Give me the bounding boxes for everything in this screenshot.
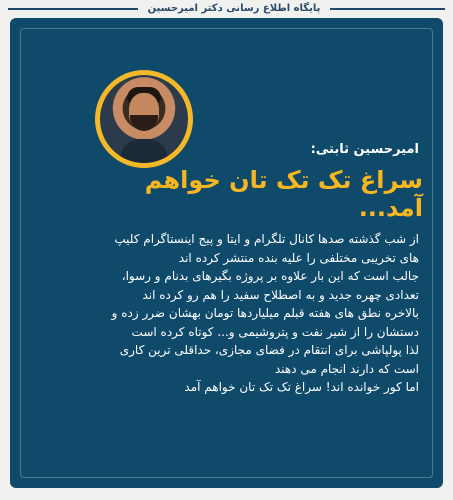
source-label: پایگاه اطلاع رسانی دکتر امیرحسین — [147, 3, 321, 14]
post-body — [34, 230, 419, 397]
body-line: اما کور خوانده اند! سراغ تک تک تان خواهم آمد — [184, 380, 419, 394]
body-line: جالب است که این بار علاوه بر پروژه بگیرهای بدنام و رسوا، — [121, 269, 419, 283]
speaker-name: امیرحسین ثابتی: — [310, 142, 419, 157]
body-line: از شب گذشته صدها کانال تلگرام و ایتا و پیج اینستاگرام کلیپ — [114, 232, 419, 246]
body-line: دستشان را از شیر نفت و پتروشیمی و... کوتاه کرده است — [131, 324, 419, 339]
quote-card — [10, 18, 443, 488]
body-line: لذا پولپاشی برای انتقام در فضای مجازی، حداقلی ترین کاری — [119, 343, 419, 357]
avatar-beard — [130, 115, 158, 131]
top-border — [0, 0, 453, 16]
body-line: های تخریبی مختلفی را علیه بنده منتشر کرده اند — [178, 250, 419, 265]
body-line: است که دارند انجام می دهند — [274, 361, 419, 376]
body-line: بالاخره نطق های هفته قبلم میلیاردها تومان بهشان ضرر زده و — [111, 306, 419, 320]
top-border-line-left — [8, 8, 138, 10]
body-line: تعدادی چهره جدید و به اصطلاح سفید را هم رو کرده اند — [142, 287, 419, 302]
headline: سراغ تک تک تان خواهم آمد... — [144, 166, 423, 222]
top-border-line-right — [330, 8, 445, 10]
